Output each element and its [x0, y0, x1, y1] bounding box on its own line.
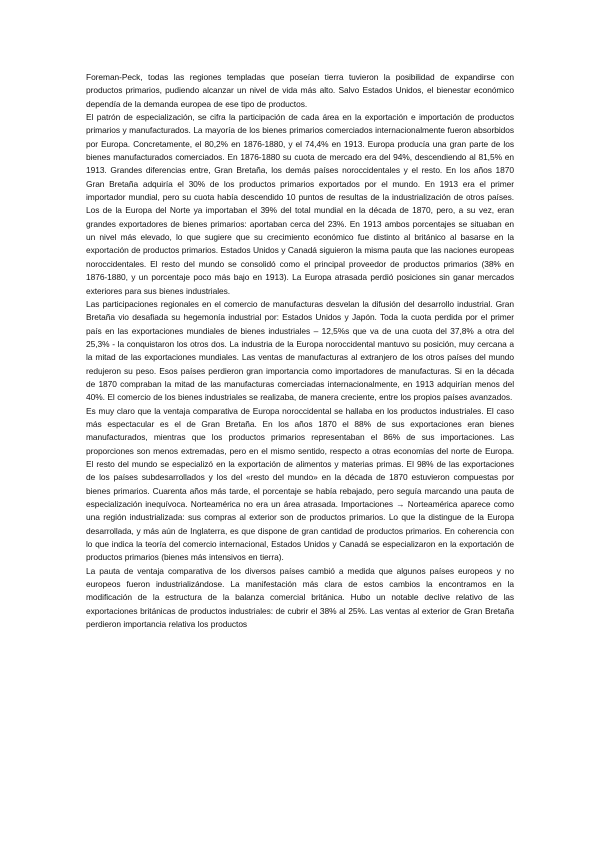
paragraph-2: El patrón de especialización, se cifra la participación de cada área en la exportación e importación de productos primarios y manufacturados. La mayoría de los bienes primarios comerciados internacionalmente fueron absorbidos por Europa. Concretamente, el 80,2% en 1876-1880, y el 74,4% en 1913. Europa producía una gran parte de los bienes manufacturados comerciados. En 1876-1880 su cuota de mercado era del 94%, descendiendo al 81,5% en 1913. Grandes diferencias entre, Gran Bretaña, los demás países noroccidentales y el resto. En los años 1870 Gran Bretaña adquiría el 30% de los productos primarios exportados por el mundo. En 1913 era el primer importador mundial, pero su cuota había descendido 10 puntos de resultas de la industrialización de otros países. Los de la Europa del Norte ya importaban el 39% del total mundial en la década de 1870, pero, a su vez, eran grandes exportadores de bienes primarios: aportaban cerca del 23%. En 1913 ambos porcentajes se situaban en un nivel más elevado, lo que sugiere que su crecimiento económico fue distinto al británico al basarse en la exportación de productos primarios. Estados Unidos y Canadá siguieron la misma pauta que las naciones europeas noroccidentales. El resto del mundo se consolidó como el principal proveedor de productos primarios (38% en 1876-1880, y un porcentaje poco más bajo en 1913). La Europa atrasada perdió posiciones sin ganar mercados exteriores para sus bienes industriales.	[86, 112, 514, 296]
paragraph-4: Es muy claro que la ventaja comparativa de Europa noroccidental se hallaba en los productos industriales. El caso más espectacular es el de Gran Bretaña. En los años 1870 el 88% de sus exportaciones eran bienes manufacturados, mientras que los productos primarios representaban el 86% de sus importaciones. Las proporciones son menos extremadas, pero en el mismo sentido, respecto a otras economías del norte de Europa. El resto del mundo se especializó en la exportación de alimentos y materias primas. El 98% de las exportaciones de los países subdesarrollados y los del «resto del mundo» en la década de 1870 estuvieron compuestas por bienes primarios. Cuarenta años más tarde, el porcentaje se había rebajado, pero seguía marcando una pauta de especialización inequívoca. Norteamérica no era un área atrasada. Importaciones → Norteamérica aparece como una región industrializada: sus compras al exterior son de productos primarios. Lo que la distingue de la Europa desarrollada, y más aún de Inglaterra, es que dispone de gran cantidad de productos primarios. En coherencia con lo que indica la teoría del comercio internacional, Estados Unidos y Canadá se especializaron en la exportación de productos primarios (bienes más intensivos en tierra).	[86, 405, 514, 563]
paragraph-1: Foreman-Peck, todas las regiones templadas que poseían tierra tuvieron la posibilidad de expandirse con productos primarios, pudiendo alcanzar un nivel de vida más alto. Salvo Estados Unidos, el bienestar económico dependía de la demanda europea de ese tipo de productos.	[86, 72, 514, 109]
paragraph-5: La pauta de ventaja comparativa de los diversos países cambió a medida que algunos países europeos y no europeos fueron industrializándose. La manifestación más clara de estos cambios la encontramos en la modificación de la estructura de la balanza comercial británica. Hubo un notable declive relativo de las exportaciones británicas de productos industriales: de cubrir el 38% al 25%. Las ventas al exterior de Gran Bretaña perdieron importancia relativa los productos	[86, 565, 514, 630]
paragraph-3: Las participaciones regionales en el comercio de manufacturas desvelan la difusión del desarrollo industrial. Gran Bretaña vio desafiada su hegemonía industrial por: Estados Unidos y Japón. Toda la cuota perdida por el primer país en las exportaciones mundiales de bienes industriales – 12,5%s que va de una cuota del 37,8% a otra del 25,3% - la conquistaron los otros dos. La industria de la Europa noroccidental mantuvo su posición, muy cercana a la mitad de las exportaciones mundiales. Las ventas de manufacturas al extranjero de los otros países del mundo redujeron su peso. Esos países perdieron gran importancia como importadores de manufacturas. Si en la década de 1870 compraban la mitad de las manufacturas comerciadas internacionalmente, en 1913 adquirían menos del 40%. El comercio de los bienes industriales se realizaba, de manera creciente, entre los propios países avanzados.	[86, 298, 514, 403]
